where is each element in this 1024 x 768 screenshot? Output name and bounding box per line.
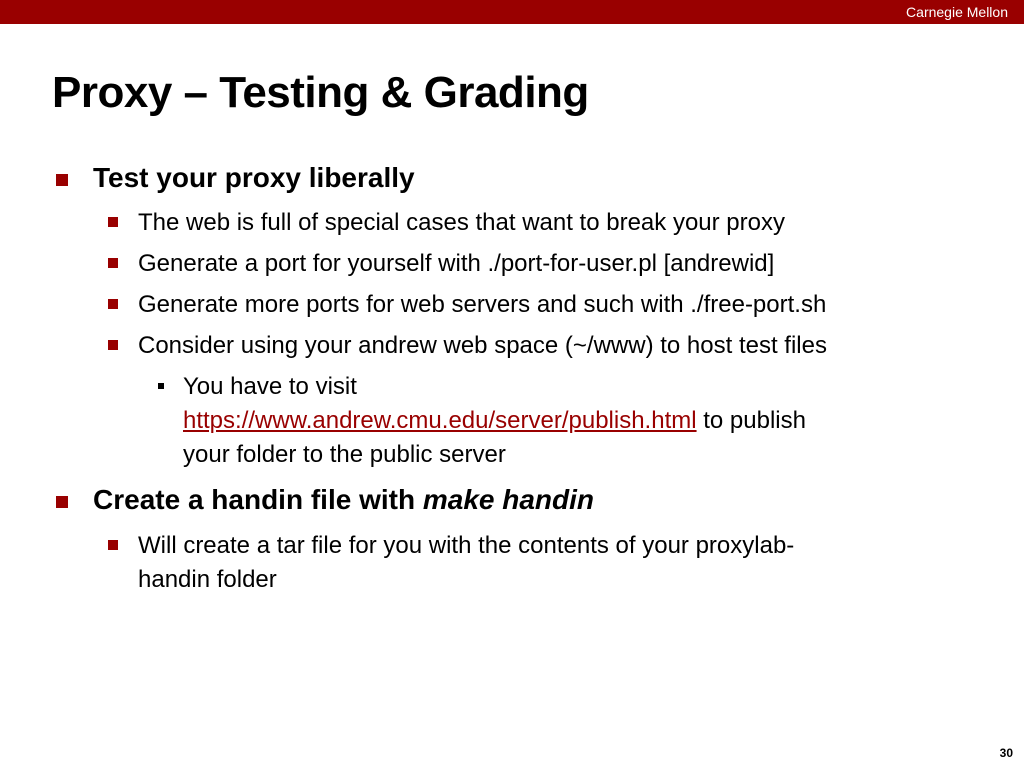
sub-bullet-text: Consider using your andrew web space (~/www) to host test files (138, 332, 827, 359)
sub-sub-bullet-prefix: You have to visit (183, 373, 357, 400)
small-square-bullet-icon (158, 383, 164, 389)
sub-bullet (138, 206, 918, 240)
square-bullet-icon (108, 217, 118, 227)
sub-sub-bullet-line2: your folder to the public server (183, 441, 506, 468)
sub-bullet (138, 288, 918, 322)
sub-bullet-text-cont: handin folder (138, 566, 277, 593)
publish-link[interactable]: https://www.andrew.cmu.edu/server/publish.html (183, 407, 697, 434)
square-bullet-icon (56, 496, 68, 508)
page-number: 30 (999, 746, 1013, 760)
sub-bullet-text: Will create a tar file for you with the contents of your proxylab- (138, 532, 795, 559)
slide-title: Proxy – Testing & Grading (52, 68, 589, 117)
sub-bullet (138, 329, 918, 363)
sub-bullet-text: The web is full of special cases that want to break your proxy (138, 209, 785, 236)
bullet-test-proxy (93, 160, 415, 196)
sub-sub-bullet (183, 370, 923, 472)
bullet-text: Test your proxy liberally (93, 162, 415, 193)
bullet-command: make handin (422, 484, 595, 515)
sub-bullet-text: Generate more ports for web servers and such with ./free-port.sh (138, 291, 827, 318)
sub-sub-bullet-suffix: to publish (696, 407, 806, 434)
sub-bullet-text: Generate a port for yourself with ./port-for-user.pl [andrewid] (138, 250, 775, 277)
sub-bullet (138, 529, 918, 597)
square-bullet-icon (108, 540, 118, 550)
sub-bullet (138, 247, 918, 281)
brand-label: Carnegie Mellon (906, 4, 1008, 20)
square-bullet-icon (108, 258, 118, 268)
bullet-text-prefix: Create a handin file with (93, 484, 423, 515)
square-bullet-icon (108, 299, 118, 309)
square-bullet-icon (56, 174, 68, 186)
top-bar (0, 0, 1024, 24)
square-bullet-icon (108, 340, 118, 350)
bullet-handin (93, 482, 594, 518)
